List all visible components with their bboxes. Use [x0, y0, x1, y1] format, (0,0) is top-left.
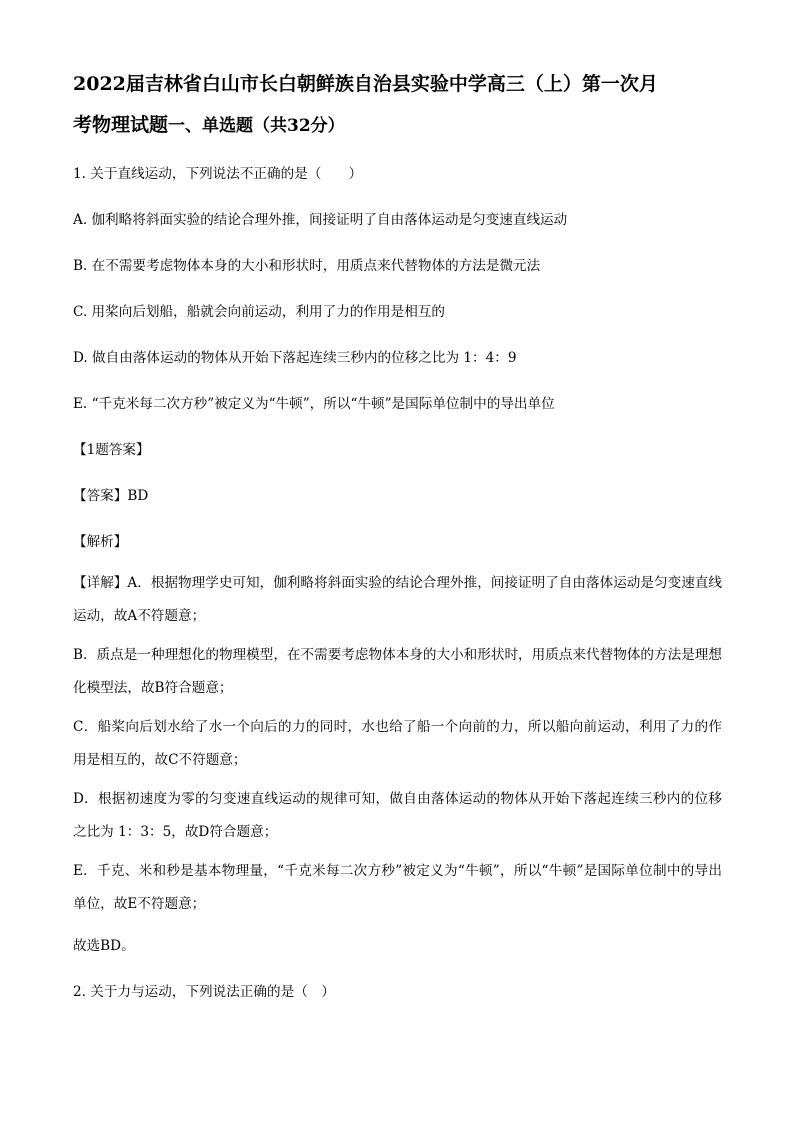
analysis-conclusion: 故选BD。: [73, 938, 135, 954]
answer-header: 【1题答案】: [73, 442, 150, 458]
question-1-option-e: E. “千克米每二次方秒”被定义为“牛顿”，所以“牛顿”是国际单位制中的导出单位: [73, 396, 555, 412]
document-title-line2: [73, 107, 722, 145]
document-title-end: 考物理试题: [73, 114, 169, 136]
question-1-option-b: B. 在不需要考虑物体本身的大小和形状时，用质点来代替物体的方法是微元法: [73, 258, 541, 274]
question-2-stem: 2. 关于力与运动，下列说法正确的是（ ）: [73, 984, 335, 1000]
answer-line: 【答案】BD: [73, 488, 149, 504]
analysis-b: B．质点是一种理想化的物理模型，在不需要考虑物体本身的大小和形状时，用质点来代替物体的方法是理想化模型法，故B符合题意；: [73, 647, 722, 696]
analysis-d: D．根据初速度为零的匀变速直线运动的规律可知，做自由落体运动的物体从开始下落起连续三秒内的位移之比为 1：3：5，故D符合题意；: [73, 791, 722, 840]
question-1-option-d: D. 做自由落体运动的物体从开始下落起连续三秒内的位移之比为 1：4：9: [73, 350, 517, 366]
question-1-option-a: A. 伽利略将斜面实验的结论合理外推，间接证明了自由落体运动是匀变速直线运动: [73, 212, 568, 228]
analysis-c: C．船桨向后划水给了水一个向后的力的同时，水也给了船一个向前的力，所以船向前运动，利用了力的作用是相互的，故C不符题意；: [73, 719, 722, 768]
question-1-option-c: C. 用桨向后划船，船就会向前运动，利用了力的作用是相互的: [73, 304, 445, 320]
question-1-stem: 1. 关于直线运动，下列说法不正确的是（ ）: [73, 166, 363, 182]
section-heading: 一、单选题（共32分）: [168, 116, 345, 136]
analysis-a: 【详解】A．根据物理学史可知，伽利略将斜面实验的结论合理外推，间接证明了自由落体运动是匀变速直线运动，故A不符题意；: [73, 575, 722, 624]
analysis-header: 【解析】: [73, 534, 128, 550]
document-title-line1: 2022届吉林省白山市长白朝鲜族自治县实验中学高三（上）第一次月: [73, 73, 658, 95]
analysis-e: E．千克、米和秒是基本物理量，“千克米每二次方秒”被定义为“牛顿”，所以“牛顿”是国际单位制中的导出单位，故E不符题意；: [73, 863, 722, 912]
